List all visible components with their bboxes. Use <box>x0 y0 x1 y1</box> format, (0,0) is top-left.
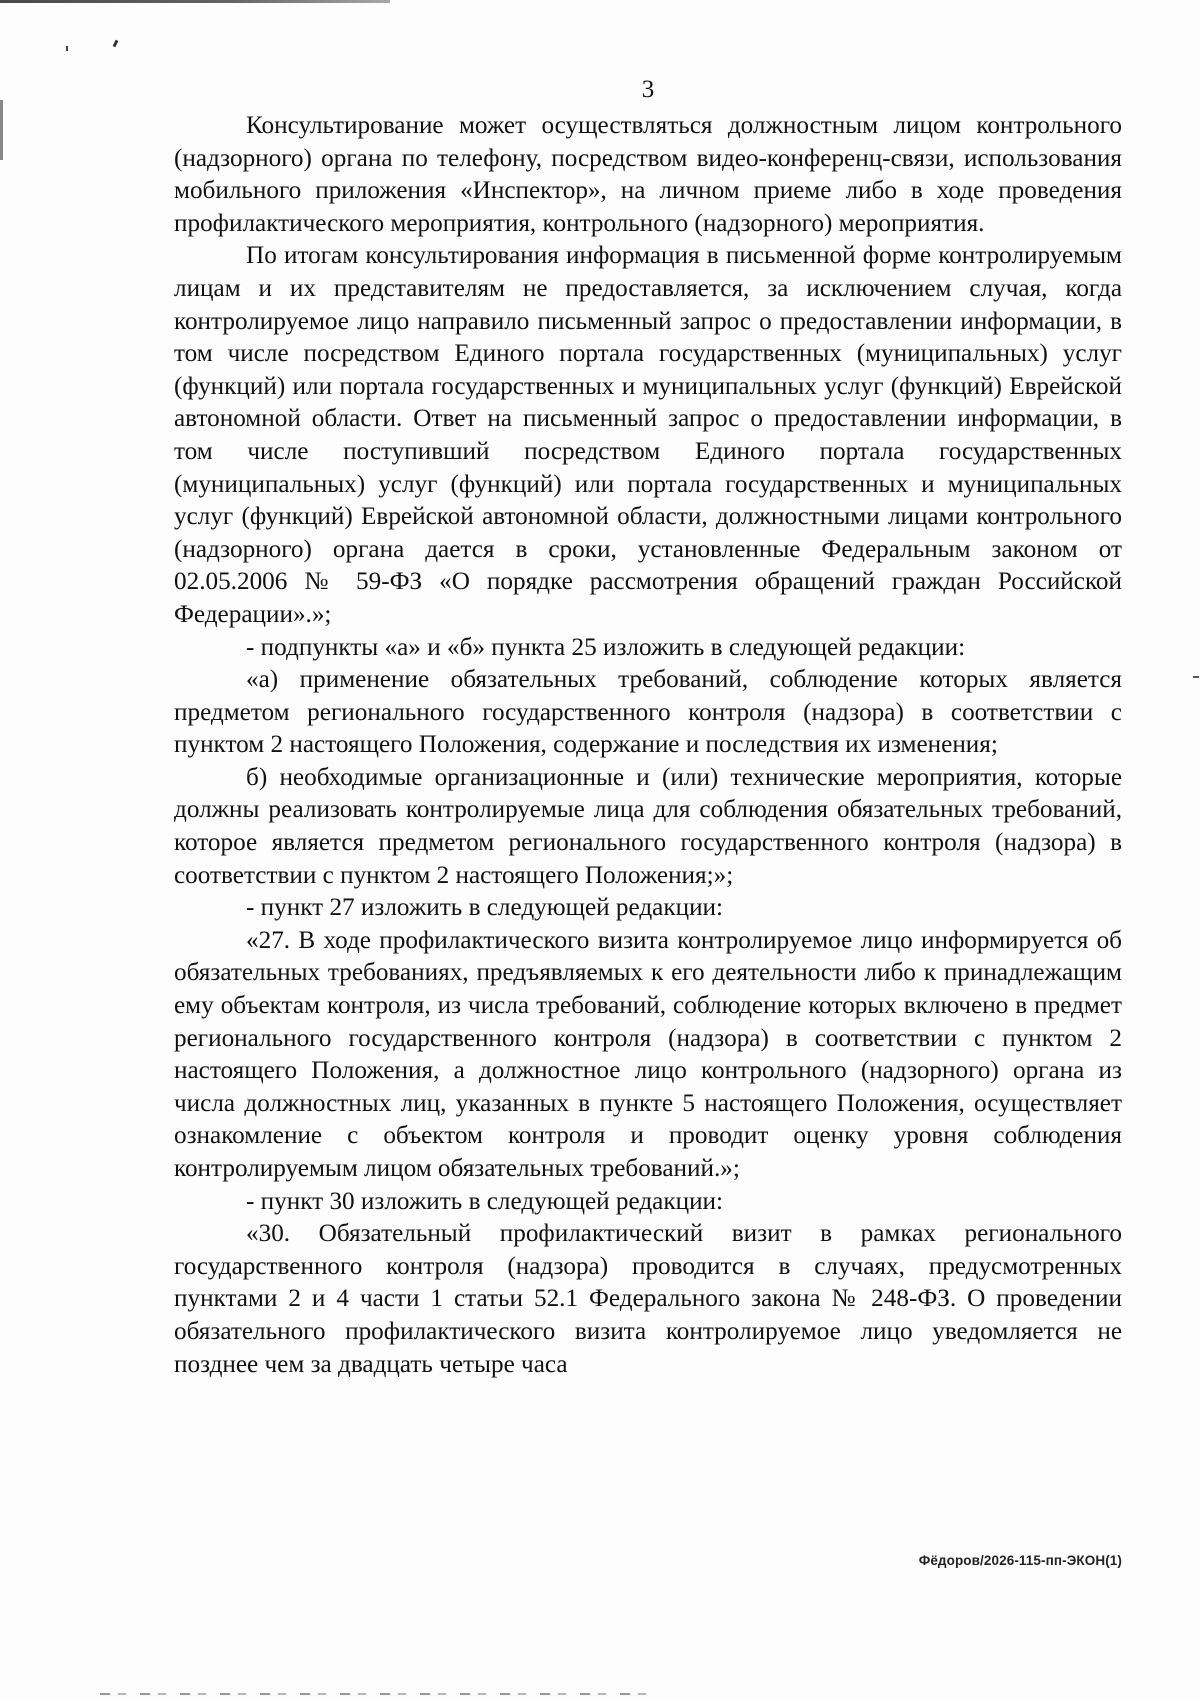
scan-artifact-bottom-line <box>100 1693 660 1695</box>
paragraph-amendment-item-30: - пункт 30 изложить в следующей редакции: <box>246 1187 724 1215</box>
document-registration-code: Фёдоров/2026-115-пп-ЭКОН(1) <box>918 1553 1122 1568</box>
paragraph-subitem-a: «а) применение обязательных требований, соблюдение которых является предметом регионального государственного контроля (надзора) в соответствии с пунктом 2 настоящего Положения, содержание и последствия их изменения; <box>174 666 1122 759</box>
paragraph-amendment-item-27: - пункт 27 изложить в следующей редакции: <box>246 894 724 922</box>
paragraph-consultation-methods: Консультирование может осуществляться должностным лицом контрольного (надзорного) органа по телефону, посредством видео-конференц-связи, использования мобильного приложения «Инспектор», на личном приеме либо в ходе проведения профилактического мероприятия, контрольного (надзорного) мероприятия. <box>174 112 1122 237</box>
scan-artifact-left-edge <box>0 100 3 160</box>
scan-artifact-mark <box>113 40 119 48</box>
document-body <box>174 110 1122 1381</box>
paragraph-consultation-results: По итогам консультирования информация в письменной форме контролируемым лицам и их представителям не предоставляется, за исключением случая, когда контролируемое лицо направило письменный запрос о предоставлении информации, в том числе посредством Единого портала государственных (муниципальных) услуг (функций) или портала государственных и муниципальных услуг (функций) Еврейской автономной области. Ответ на письменный запрос о предоставлении информации, в том числе поступивший посредством Единого портала государственных (муниципальных) услуг (функций) или портала государственных и муниципальных услуг (функций) Еврейской автономной области, должностными лицами контрольного (надзорного) органа дается в сроки, установленные Федеральным законом от 02.05.2006 № 59-ФЗ «О порядке рассмотрения обращений граждан Российской Федерации».»; <box>174 242 1122 628</box>
paragraph-item-27-text: «27. В ходе профилактического визита контролируемое лицо информируется об обязательных требованиях, предъявляемых к его деятельности либо к принадлежащим ему объектам контроля, из числа требований, соблюдение которых включено в предмет регионального государственного контроля (надзора) в соответствии с пунктом 2 настоящего Положения, а должностное лицо контрольного (надзорного) органа из числа должностных лиц, указанных в пункте 5 настоящего Положения, осуществляет ознакомление с объектом контроля и проводит оценку уровня соблюдения контролируемым лицом обязательных требований.»; <box>174 926 1122 1182</box>
paragraph-subitem-b: б) необходимые организационные и (или) технические мероприятия, которые должны реализовать контролируемые лица для соблюдения обязательных требований, которое является предметом регионального государственного контроля (надзора) в соответствии с пунктом 2 настоящего Положения;»; <box>174 763 1122 889</box>
paragraph-amendment-item-25: - подпункты «а» и «б» пункта 25 изложить в следующей редакции: <box>246 633 966 661</box>
page-number: 3 <box>641 76 655 103</box>
scan-artifact-top-line <box>0 0 390 3</box>
paragraph-item-30-text: «30. Обязательный профилактический визит в рамках регионального государственного контроля (надзора) проводится в случаях, предусмотренных пунктами 2 и 4 части 1 статьи 52.1 Федерального закона № 248-ФЗ. О проведении обязательного профилактического визита контролируемое лицо уведомляется не позднее чем за двадцать четыре часа <box>174 1220 1122 1378</box>
scan-artifact-mark <box>1193 676 1199 678</box>
scan-artifact-mark <box>66 46 68 51</box>
